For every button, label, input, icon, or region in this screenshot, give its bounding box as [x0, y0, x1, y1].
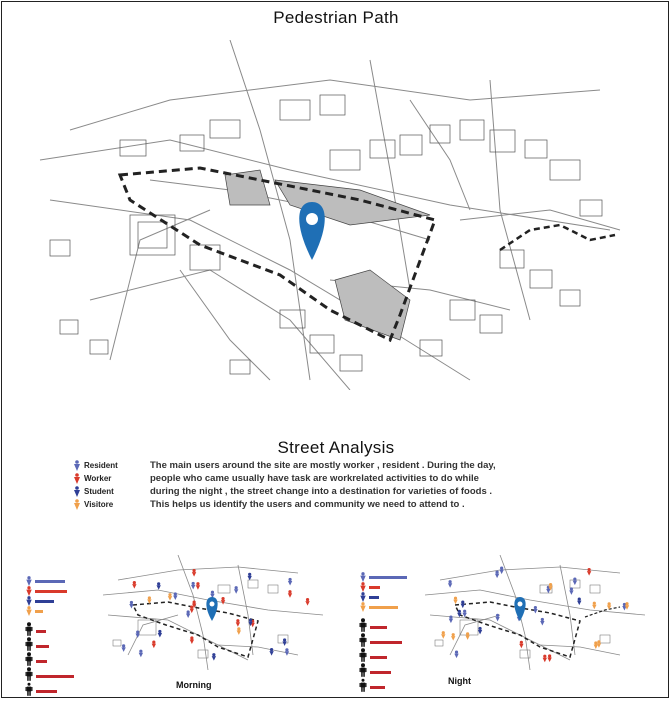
user-marker-icon — [543, 655, 547, 663]
night-location-pin-icon — [514, 597, 525, 621]
age-group-bar-row — [25, 637, 49, 651]
age-group-bar — [36, 690, 57, 693]
user-marker-icon — [190, 636, 194, 644]
user-marker-icon — [288, 578, 292, 586]
user-marker-icon — [236, 619, 240, 627]
user-marker-icon — [519, 641, 523, 649]
user-marker-icon — [132, 581, 136, 589]
user-type-icon — [360, 572, 366, 582]
user-marker-icon — [597, 640, 601, 648]
user-marker-icon — [453, 597, 457, 605]
user-marker-icon — [533, 606, 537, 614]
user-marker-icon — [135, 630, 139, 638]
user-marker-icon — [282, 638, 286, 646]
night-caption: Night — [448, 676, 471, 686]
map-buildings — [50, 95, 602, 374]
pedestrian-path-title: Pedestrian Path — [273, 8, 399, 27]
user-marker-icon — [237, 627, 241, 635]
user-marker-icon — [594, 641, 598, 649]
user-marker-icon — [152, 640, 156, 648]
pedestrian-path-map — [30, 40, 630, 390]
user-marker-icon — [158, 630, 162, 638]
legend-item — [74, 485, 144, 498]
age-group-bar-row — [25, 667, 74, 681]
legend-item — [74, 459, 144, 472]
age-group-bar — [370, 671, 391, 674]
age-group-person-icon — [25, 652, 33, 666]
visitor-user-icon — [74, 499, 80, 510]
user-marker-icon — [461, 601, 465, 609]
user-type-icon — [26, 596, 32, 606]
description-line: The main users around the site are mostly worker , resident . During the day, — [150, 460, 496, 471]
night-user-markers — [441, 567, 629, 663]
user-type-bar — [35, 600, 54, 603]
user-type-bar — [369, 576, 407, 579]
age-group-person-icon — [359, 663, 367, 677]
user-type-bar — [369, 596, 379, 599]
age-group-bar-row — [359, 648, 387, 662]
user-marker-icon — [247, 573, 251, 581]
user-marker-icon — [465, 632, 469, 640]
user-type-icon — [360, 582, 366, 592]
user-marker-icon — [625, 602, 629, 610]
user-type-bar-row — [26, 576, 65, 586]
user-type-bar — [35, 610, 43, 613]
morning-location-pin-icon — [206, 597, 217, 621]
user-marker-icon — [478, 627, 482, 635]
age-group-bar — [370, 656, 387, 659]
age-group-bar-row — [359, 663, 391, 677]
user-marker-icon — [592, 602, 596, 610]
user-marker-icon — [499, 567, 503, 575]
user-type-icon — [26, 576, 32, 586]
student-user-icon — [74, 486, 80, 497]
user-type-bar — [369, 606, 398, 609]
user-type-bar — [369, 586, 380, 589]
legend-label: Student — [84, 487, 114, 496]
morning-caption: Morning — [176, 680, 212, 690]
age-group-person-icon — [359, 648, 367, 662]
age-group-bar-row — [25, 652, 47, 666]
legend-label: Worker — [84, 474, 112, 483]
user-marker-icon — [186, 610, 190, 618]
user-type-bar-row — [360, 592, 379, 602]
age-group-person-icon — [25, 667, 33, 681]
user-marker-icon — [288, 590, 292, 598]
age-group-bar — [370, 626, 387, 629]
user-marker-icon — [285, 648, 289, 656]
user-marker-icon — [462, 610, 466, 618]
morning-map — [98, 555, 328, 670]
age-group-bar-row — [359, 618, 387, 632]
user-type-icon — [360, 602, 366, 612]
street-analysis-description — [150, 459, 520, 511]
user-marker-icon — [451, 633, 455, 641]
morning-user-bars — [26, 576, 96, 696]
user-marker-icon — [147, 596, 151, 604]
age-group-bar — [36, 675, 74, 678]
age-group-bar-row — [25, 682, 57, 696]
user-type-icon — [26, 586, 32, 596]
legend-label: Visitore — [84, 500, 114, 509]
user-marker-icon — [156, 582, 160, 590]
description-line: This helps us identify the users and community we need to attend to . — [150, 499, 465, 510]
user-marker-icon — [540, 618, 544, 626]
user-marker-icon — [221, 597, 225, 605]
main-location-pin-icon — [299, 202, 325, 260]
user-marker-icon — [454, 650, 458, 658]
user-type-bar-row — [360, 572, 407, 582]
age-group-bar-row — [359, 678, 385, 692]
age-group-bar — [36, 630, 46, 633]
age-group-person-icon — [25, 637, 33, 651]
description-line: during the night , the street change into a destination for varieties of foods . — [150, 486, 493, 497]
night-map — [420, 555, 650, 670]
user-type-bar-row — [26, 596, 54, 606]
age-group-bar — [370, 686, 385, 689]
age-group-person-icon — [359, 678, 367, 692]
user-marker-icon — [441, 631, 445, 639]
morning-user-markers — [121, 569, 309, 661]
age-group-person-icon — [359, 618, 367, 632]
user-marker-icon — [569, 587, 573, 595]
user-marker-icon — [212, 653, 216, 661]
user-type-bar-row — [360, 582, 380, 592]
user-marker-icon — [196, 582, 200, 590]
user-marker-icon — [139, 650, 143, 658]
age-group-bar-row — [359, 633, 402, 647]
user-marker-icon — [129, 601, 133, 609]
user-marker-icon — [121, 644, 125, 652]
legend-label: Resident — [84, 461, 118, 470]
river-dashed-line — [500, 225, 615, 250]
age-group-bar — [36, 660, 47, 663]
user-type-icon — [26, 606, 32, 616]
user-marker-icon — [495, 570, 499, 578]
resident-user-icon — [74, 460, 80, 471]
user-marker-icon — [305, 598, 309, 606]
age-group-bar — [36, 645, 49, 648]
street-analysis-title: Street Analysis — [277, 438, 395, 457]
age-group-person-icon — [25, 682, 33, 696]
user-marker-icon — [587, 568, 591, 576]
user-marker-icon — [577, 597, 581, 605]
user-marker-icon — [192, 569, 196, 577]
age-group-bar-row — [25, 622, 46, 636]
age-group-bar — [370, 641, 402, 644]
worker-user-icon — [74, 473, 80, 484]
age-group-person-icon — [25, 622, 33, 636]
user-marker-icon — [168, 593, 172, 601]
user-marker-icon — [547, 654, 551, 662]
user-legend — [74, 459, 144, 511]
user-type-bar — [35, 580, 65, 583]
user-marker-icon — [191, 582, 195, 590]
description-line: people who came usually have task are workrelated activities to do while — [150, 473, 479, 484]
user-type-bar — [35, 590, 67, 593]
user-marker-icon — [448, 580, 452, 588]
legend-item — [74, 472, 144, 485]
user-type-bar-row — [26, 606, 43, 616]
user-type-icon — [360, 592, 366, 602]
user-type-bar-row — [360, 602, 398, 612]
user-marker-icon — [234, 586, 238, 594]
legend-item — [74, 498, 144, 511]
user-type-bar-row — [26, 586, 67, 596]
age-group-person-icon — [359, 633, 367, 647]
user-marker-icon — [573, 578, 577, 586]
